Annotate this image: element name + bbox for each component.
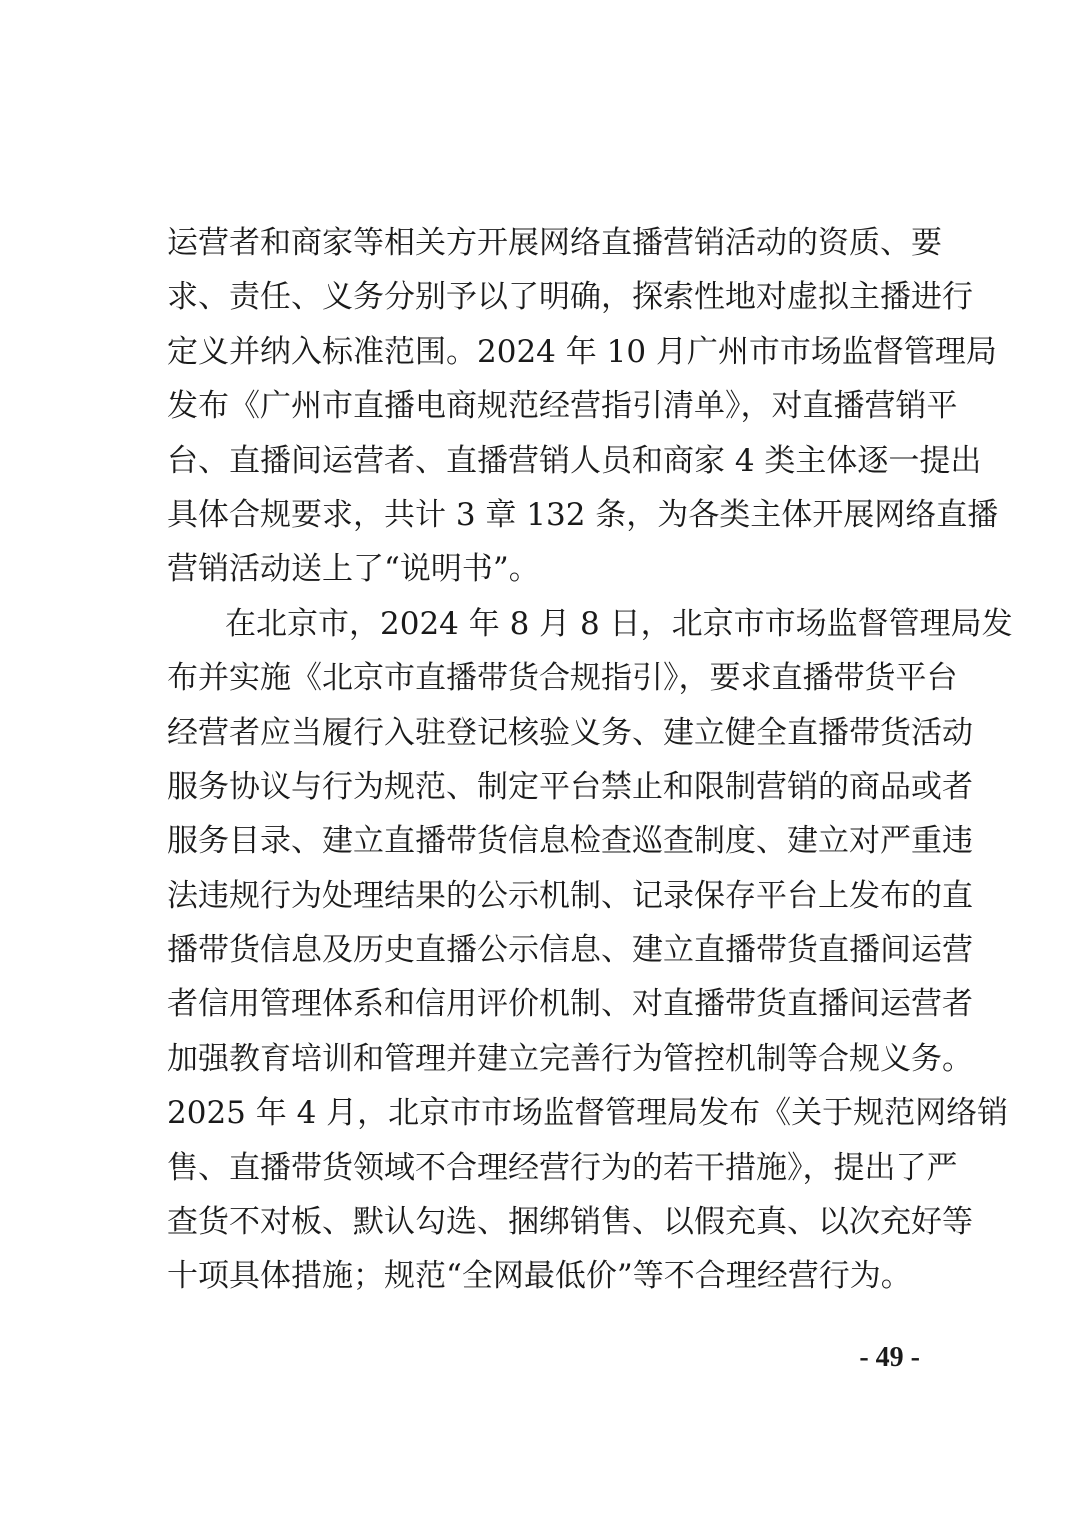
text-line: 2025 年 4 月，北京市市场监督管理局发布《关于规范网络销 (167, 1095, 1009, 1132)
text-line: 求、责任、义务分别予以了明确，探索性地对虚拟主播进行 (167, 279, 973, 316)
text-line: 十项具体措施；规范“全网最低价”等不合理经营行为。 (167, 1258, 912, 1295)
text-line: 在北京市，2024 年 8 月 8 日，北京市市场监督管理局发 (225, 605, 1013, 642)
text-line: 服务协议与行为规范、制定平台禁止和限制营销的商品或者 (167, 768, 973, 805)
page-number: - 49 - (859, 1342, 920, 1373)
text-line: 查货不对板、默认勾选、捆绑销售、以假充真、以次充好等 (167, 1204, 973, 1241)
text-line: 定义并纳入标准范围。2024 年 10 月广州市市场监督管理局 (167, 333, 997, 370)
text-line: 法违规行为处理结果的公示机制、记录保存平台上发布的直 (167, 877, 973, 914)
text-line: 台、直播间运营者、直播营销人员和商家 4 类主体逐一提出 (167, 442, 982, 479)
text-line: 服务目录、建立直播带货信息检查巡查制度、建立对严重违 (167, 823, 973, 860)
text-line: 发布《广州市直播电商规范经营指引清单》，对直播营销平 (167, 388, 958, 425)
paragraph (167, 597, 1013, 1304)
text-line: 售、直播带货领域不合理经营行为的若干措施》，提出了严 (167, 1149, 958, 1186)
text-line: 具体合规要求，共计 3 章 132 条，为各类主体开展网络直播 (167, 496, 999, 533)
text-line: 加强教育培训和管理并建立完善行为管控机制等合规义务。 (167, 1040, 973, 1077)
body-text (167, 216, 1013, 1304)
text-line: 播带货信息及历史直播公示信息、建立直播带货直播间运营 (167, 932, 973, 969)
paragraph (167, 216, 999, 597)
text-line: 者信用管理体系和信用评价机制、对直播带货直播间运营者 (167, 986, 973, 1023)
text-line: 布并实施《北京市直播带货合规指引》，要求直播带货平台 (167, 660, 958, 697)
text-line: 运营者和商家等相关方开展网络直播营销活动的资质、要 (167, 225, 942, 261)
text-line: 经营者应当履行入驻登记核验义务、建立健全直播带货活动 (167, 714, 973, 751)
text-line: 营销活动送上了“说明书”。 (167, 551, 540, 588)
